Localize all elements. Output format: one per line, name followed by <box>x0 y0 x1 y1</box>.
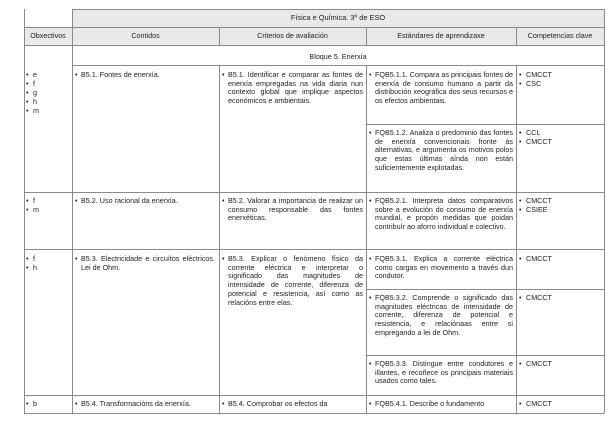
block-title: Bloque 5. Enerxía <box>309 52 367 61</box>
criterion-text: B5.4. Comprobar os efectos da <box>228 399 328 408</box>
competence-item: • CCL <box>519 129 601 138</box>
header-competences: Competencias clave <box>527 31 593 40</box>
competence-item: • CMCCT <box>519 71 601 80</box>
standard-text: FQB5.3.2. Comprende o significado das magnitudes eléctricas de intensidade de corrente, diferenza de potencial e resistencia, e relaciónaas entre si empregando a lei de Ohm. <box>375 293 513 337</box>
row4-criterion: • B5.4. Comprobar os efectos da <box>222 400 363 409</box>
row4-content: • B5.4. Transformacións da enerxía. <box>75 400 215 409</box>
content-text: B5.4. Transformacións da enerxía. <box>81 399 191 408</box>
grid-line <box>219 27 220 45</box>
standard-text: FQB5.3.3. Distingue entre condutores e illantes, e recoñece os principais materiais usados como tales. <box>375 359 513 386</box>
row3-standard-2: • FQB5.3.2. Comprende o significado das magnitudes eléctricas de intensidade de corrente, diferenza de potencial e resistencia, e relaciónaas entre si empregando a lei de Ohm. <box>369 293 513 337</box>
row3-objectives <box>26 255 70 273</box>
row1-content: • B5.1. Fontes de enerxía. <box>75 71 215 80</box>
criterion-text: B5.2. Valorar a importancia de realizar un consumo responsable das fontes enerxéticas. <box>228 196 363 223</box>
content-text: B5.2. Uso racional da enerxía. <box>81 196 178 205</box>
grid-line <box>24 45 604 46</box>
competence-item: • CMCCT <box>519 138 601 147</box>
row3-content: • B5.3. Electricidade e circuítos eléctricos. Lei de Ohm. <box>75 254 215 272</box>
row3-standard-1-competences <box>519 255 601 264</box>
grid-line <box>24 249 604 250</box>
content-text: B5.1. Fontes de enerxía. <box>81 70 160 79</box>
grid-line <box>366 27 367 45</box>
criterion-text: B5.1. Identificar e comparar as fontes de enerxía empregadas na vida diaria nun contexto global que implique aspectos económicos e ambientais. <box>228 70 363 106</box>
standard-text: FQB5.2.1. Interpreta datos comparativos sobre a evolución do consumo de enerxía mundial, e propón medidas que poidan contribuír ao aforro individual e colectivo. <box>375 196 513 232</box>
row2-objectives <box>26 197 70 215</box>
header-contents: Contidos <box>131 31 160 40</box>
objective-item: • e <box>26 71 70 80</box>
competence-item: • CMCCT <box>519 294 601 303</box>
grid-line <box>24 413 604 414</box>
row4-objectives <box>26 400 70 409</box>
objective-item: • h <box>26 264 70 273</box>
row2-standard-1: • FQB5.2.1. Interpreta datos comparativos sobre a evolución do consumo de enerxía mundial, e propón medidas que poidan contribuír ao aforro individual e colectivo. <box>369 196 513 232</box>
grid-line <box>72 9 73 413</box>
row4-standard-1: • FQB5.4.1. Describe o fundamento <box>369 400 513 409</box>
row4-standard-1-competences <box>519 400 601 409</box>
row2-content: • B5.2. Uso racional da enerxía. <box>75 197 215 206</box>
grid-line <box>366 355 604 356</box>
grid-line <box>24 192 604 193</box>
grid-line <box>516 27 517 45</box>
row1-standard-2-competences <box>519 129 601 147</box>
grid-line <box>604 9 605 413</box>
grid-line <box>366 65 367 413</box>
header-standards: Estándares de aprendizaxe <box>397 31 485 40</box>
objective-item: • f <box>26 80 70 89</box>
competence-item: • CMCCT <box>519 400 601 409</box>
header-criteria: Criterios de avaliación <box>257 31 328 40</box>
objective-item: • m <box>26 107 70 116</box>
row3-standard-1: • FQB5.3.1. Explica a corrente eléctrica como cargas en movemento a través dun condutor. <box>369 254 513 281</box>
objective-item: • h <box>26 98 70 107</box>
row1-standard-1-competences <box>519 71 601 89</box>
row3-criterion: • B5.3. Explicar o fenómeno físico da corrente eléctrica e interpretar o significado das magnitudes de intensidade de corrente, diferenza de potencial e resistencia, así como as relacións entre elas. <box>222 254 363 307</box>
competence-item: • CSC <box>519 80 601 89</box>
content-text: B5.3. Electricidade e circuítos eléctricos. Lei de Ohm. <box>81 254 215 272</box>
competence-item: • CMCCT <box>519 360 601 369</box>
grid-line <box>516 65 517 413</box>
competence-item: • CMCCT <box>519 197 601 206</box>
grid-line <box>24 9 25 413</box>
grid-line <box>72 9 604 10</box>
standard-text: FQB5.4.1. Describe o fundamento <box>375 399 485 408</box>
row1-criterion: • B5.1. Identificar e comparar as fontes de enerxía empregadas na vida diaria nun contexto global que implique aspectos económicos e ambientais. <box>222 70 363 106</box>
objective-item: • f <box>26 197 70 206</box>
standard-text: FQB5.3.1. Explica a corrente eléctrica como cargas en movemento a través dun condutor. <box>375 254 513 281</box>
header-objectives: Obxectivos <box>30 31 66 40</box>
row3-standard-3-competences <box>519 360 601 369</box>
competence-item: • CMCCT <box>519 255 601 264</box>
criterion-text: B5.3. Explicar o fenómeno físico da corrente eléctrica e interpretar o significado das magnitudes de intensidade de corrente, diferenza de potencial e resistencia, así como as relacións entre elas. <box>228 254 363 307</box>
standard-text: FQB5.1.2. Analiza o predominio das fontes de enerxía convencionais fronte ás alternativas, e argumenta os motivos polos que estas últimas aínda non están suficientemente explotadas. <box>375 128 513 172</box>
competence-item: • CSIEE <box>519 206 601 215</box>
grid-line <box>24 395 604 396</box>
table-title: Física e Química. 3º de ESO <box>290 13 386 22</box>
row1-standard-1: • FQB5.1.1. Compara as principais fontes de enerxía de consumo humano a partir da distribución xeográfica dos seus recursos e os efectos ambientais. <box>369 70 513 106</box>
grid-line <box>219 65 220 413</box>
row3-standard-2-competences <box>519 294 601 303</box>
grid-line <box>24 27 604 28</box>
row2-standard-1-competences <box>519 197 601 215</box>
objective-item: • b <box>26 400 70 409</box>
objective-item: • g <box>26 89 70 98</box>
row1-standard-2: • FQB5.1.2. Analiza o predominio das fontes de enerxía convencionais fronte ás alternativas, e argumenta os motivos polos que estas últimas aínda non están suficientemente explotadas. <box>369 128 513 172</box>
grid-line <box>366 124 604 125</box>
grid-line <box>72 65 604 66</box>
row2-criterion: • B5.2. Valorar a importancia de realizar un consumo responsable das fontes enerxéticas. <box>222 196 363 223</box>
grid-line <box>366 289 604 290</box>
objective-item: • f <box>26 255 70 264</box>
objective-item: • m <box>26 206 70 215</box>
row3-standard-3: • FQB5.3.3. Distingue entre condutores e illantes, e recoñece os principais materiais usados como tales. <box>369 359 513 386</box>
row1-objectives <box>26 71 70 115</box>
standard-text: FQB5.1.1. Compara as principais fontes de enerxía de consumo humano a partir da distribución xeográfica dos seus recursos e os efectos ambientais. <box>375 70 513 106</box>
